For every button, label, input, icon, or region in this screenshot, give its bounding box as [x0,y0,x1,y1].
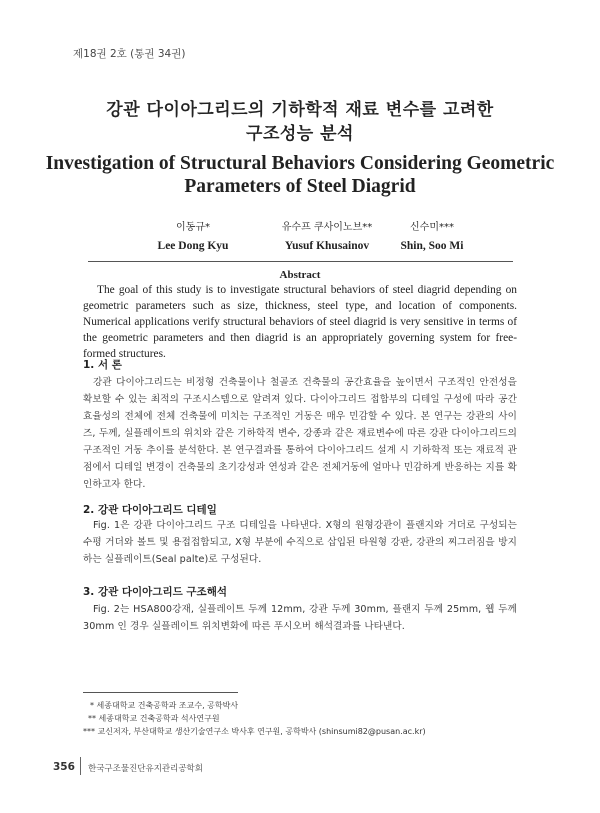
section-3-heading: 3. 강관 다이아그리드 구조해석 [83,586,227,598]
title-korean-line1: 강관 다이아그리드의 기하학적 재료 변수를 고려한 [106,100,494,120]
footnote-2: ** 세종대학교 건축공학과 석사연구원 [88,714,220,723]
author-3-english: Shin, Soo Mi [400,240,464,252]
author-3 [352,218,512,252]
abstract-heading: Abstract [279,269,321,281]
issue-label: 제18권 2호 (통권 34권) [73,48,186,60]
footnote-divider [83,692,238,693]
author-2-korean: 유수프 쿠사이노브** [281,222,373,233]
section-2-body: Fig. 1은 강관 다이아그리드 구조 디테일을 나타낸다. X형의 원형강관이 플랜지와 거더로 구성되는 수평 거더와 볼트 및 용접접합되고, X형 부분에 수직으로 삽입된 타원형 강판, 강관의 찌그러짐을 방지하는 실플레이트(Seal palte)로 구성된다. [83,520,517,565]
author-1-korean: 이동규* [176,222,210,233]
abstract-text: The goal of this study is to investigate structural behaviors of steel diagrid depending on geometric parameters such as size, thickness, steel type, and location of components. Numerical applications verify structural behaviors of steel diagrid is very sensitive in terms of the geometric parameters and then diagrid is an appropriately governing system for free-formed structures. [83,284,517,360]
title-english-line1: Investigation of Structural Behaviors Considering Geometric [45,153,555,174]
section-2-heading: 2. 강관 다이아그리드 디테일 [83,504,217,516]
journal-name: 한국구조물진단유지관리공학회 [88,764,203,774]
author-1-english: Lee Dong Kyu [157,240,229,252]
footnote-3: *** 교신저자, 부산대학교 생산기술연구소 박사후 연구원, 공학박사 (shinsumi82@pusan.ac.kr) [83,727,426,736]
section-1-body: 강관 다이아그리드는 비정형 건축물이나 철골조 건축물의 공간효율을 높이면서 구조적인 안전성을 확보할 수 있는 최적의 구조시스템으로 알려져 있다. 다이아그리드 접합부의 디테일 구성에 따라 공간 효율성의 전체에 전체 건축물에 미치는 구조적인 거동은 매우 민감할 수 있다. 본 연구는 강관의 사이즈, 두께, 실플레이트의 위치와 같은 기하학적 변수, 강종과 같은 재료변수에 따른 강관 다이아그리드의 구조적인 거동 추이를 분석한다. 본 연구결과를 통하여 다이아그리드 설계 시 기하학적 또는 재료적 관점에서 디테일 변경이 건축물의 초기강성과 연성과 같은 전체거동에 얼마나 민감하게 반응하는 지를 확인하고자 한다. [83,377,517,490]
abstract-divider [88,261,513,262]
title-korean-line2: 구조성능 분석 [246,124,354,144]
page-number: 356 [53,761,75,773]
footer-separator [80,757,81,775]
section-3-body: Fig. 2는 HSA800강재, 실플레이트 두께 12mm, 강관 두께 30mm, 플랜지 두께 25mm, 웹 두께 30mm 인 경우 실플레이트 위치변화에 따른 푸시오버 해석결과를 나타낸다. [83,604,517,632]
title-english-line2: Parameters of Steel Diagrid [184,176,416,197]
author-2-english: Yusuf Khusainov [284,240,370,252]
footnote-1: * 세종대학교 건축공학과 조교수, 공학박사 [90,701,239,710]
section-1-heading: 1. 서 론 [83,359,122,371]
author-3-korean: 신수미*** [410,222,454,233]
